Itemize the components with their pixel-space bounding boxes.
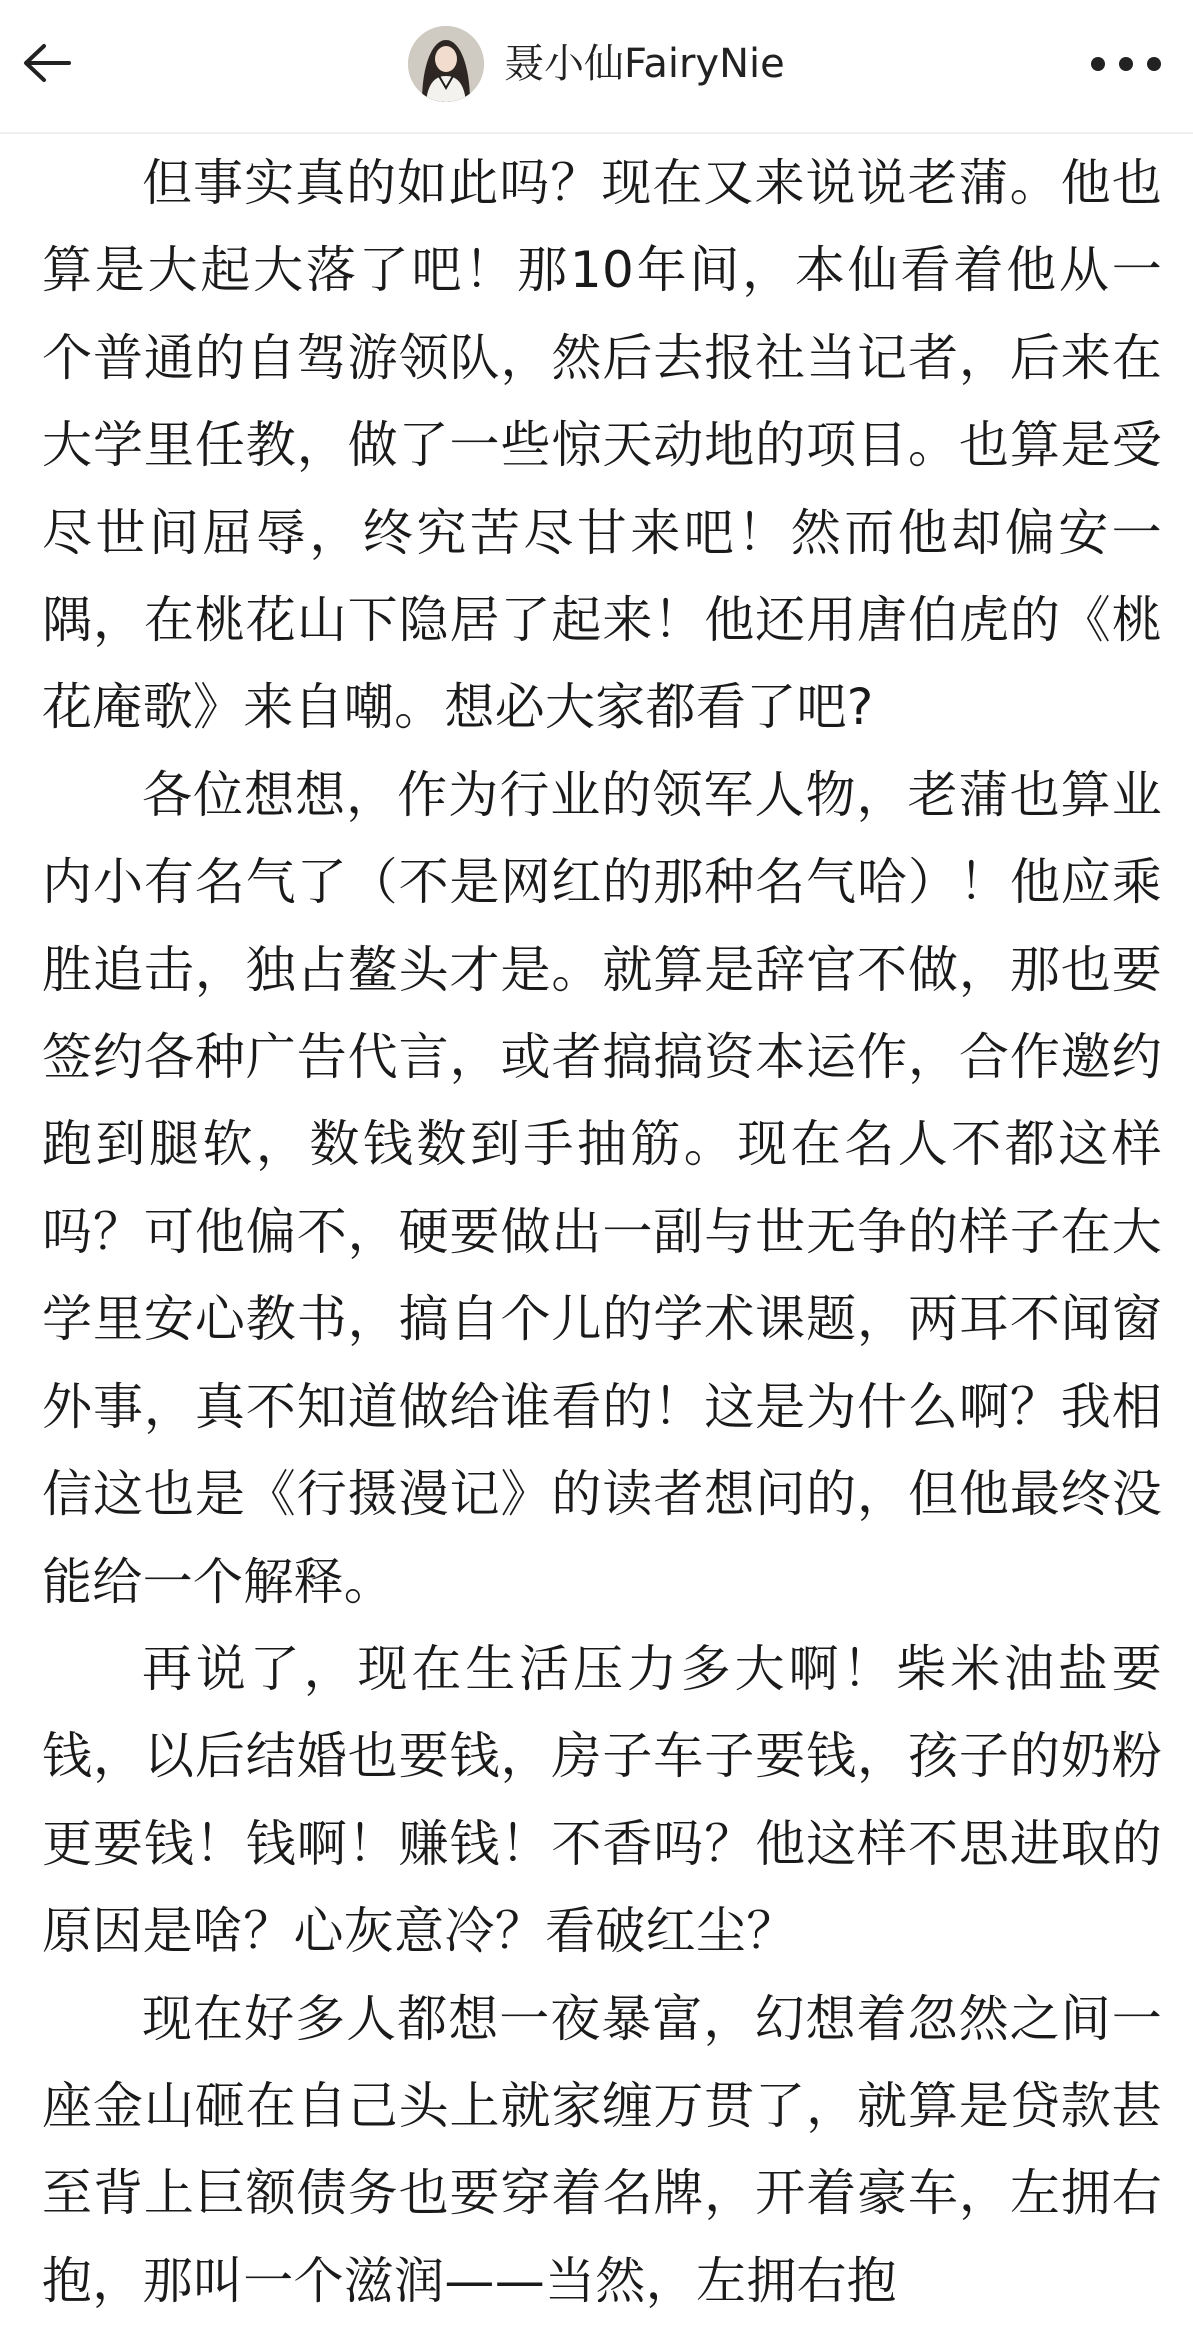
back-button[interactable]	[22, 28, 112, 98]
arrow-left-icon	[22, 43, 72, 83]
article-paragraph: 再说了，现在生活压力多大啊！柴米油盐要钱，以后结婚也要钱，房子车子要钱，孩子的奶粉更要钱！钱啊！赚钱！不香吗？他这样不思进取的原因是啥？心灰意冷？看破红尘？	[42, 1639, 1162, 1961]
author-info[interactable]	[408, 20, 785, 108]
author-name: 聂小仙FairyNie	[504, 41, 785, 87]
user-avatar[interactable]	[408, 26, 484, 102]
top-navigation-bar	[0, 0, 1193, 134]
article-paragraph: 但事实真的如此吗？现在又来说说老蒲。他也算是大起大落了吧！那10年间，本仙看着他从一个普通的自驾游领队，然后去报社当记者，后来在大学里任教，做了一些惊天动地的项目。也算是受尽世间屈辱，终究苦尽甘来吧！然而他却偏安一隅，在桃花山下隐居了起来！他还用唐伯虎的《桃花庵歌》来自嘲。想必大家都看了吧?	[42, 154, 1162, 737]
article-paragraph: 各位想想，作为行业的领军人物，老蒲也算业内小有名气了（不是网红的那种名气哈）！他应乘胜追击，独占鳌头才是。就算是辞官不做，那也要签约各种广告代言，或者搞搞资本运作，合作邀约跑到腿软，数钱数到手抽筋。现在名人不都这样吗？可他偏不，硬要做出一副与世无争的样子在大学里安心教书，搞自个儿的学术课题，两耳不闻窗外事，真不知道做给谁看的！这是为什么啊？我相信这也是《行摄漫记》的读者想问的，但他最终没能给一个解释。	[42, 765, 1162, 1611]
article-paragraph: 现在好多人都想一夜暴富，幻想着忽然之间一座金山砸在自己头上就家缠万贯了，就算是贷款甚至背上巨额债务也要穿着名牌，开着豪车，左拥右抱，那叫一个滋润——当然，左拥右抱	[42, 1989, 1162, 2310]
article-body	[42, 140, 1162, 2325]
more-horizontal-icon	[1090, 56, 1162, 72]
more-options-button[interactable]	[1086, 40, 1166, 88]
